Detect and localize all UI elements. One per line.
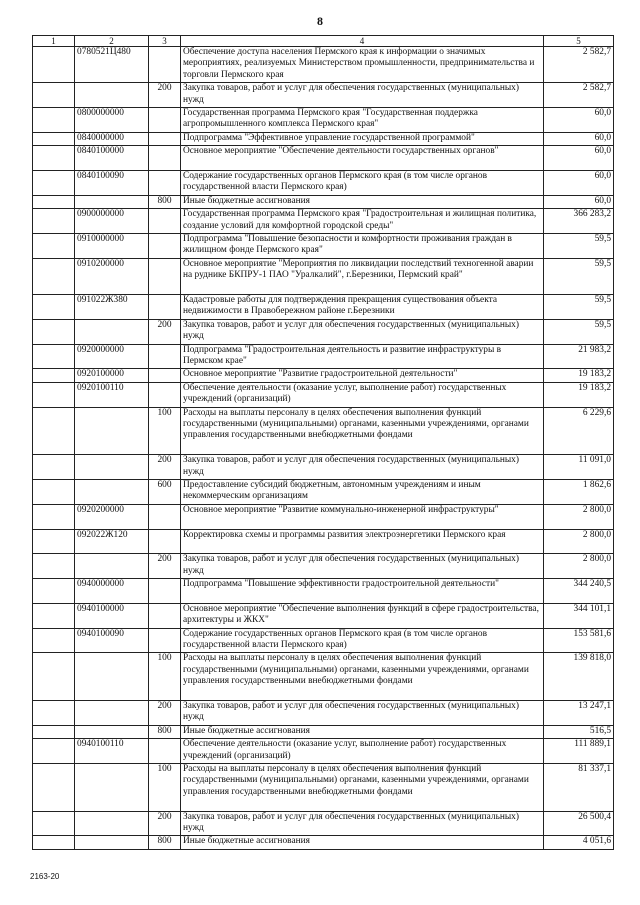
- row-expense-type-cell: 200: [149, 83, 181, 108]
- row-amount-cell: 1 862,6: [544, 479, 614, 504]
- row-expense-type-cell: [149, 739, 181, 764]
- table-row: [33, 132, 614, 145]
- row-expense-type-cell: [149, 170, 181, 195]
- table-row: [33, 529, 614, 554]
- row-name-cell: Содержание государственных органов Пермского края (в том числе органов государственной власти Пермского края): [181, 628, 544, 653]
- table-row: [33, 739, 614, 764]
- row-expense-type-cell: [149, 233, 181, 258]
- row-amount-cell: 59,5: [544, 258, 614, 294]
- row-expense-type-cell: 200: [149, 455, 181, 480]
- row-code-cell: [75, 195, 149, 208]
- row-expense-type-cell: 100: [149, 407, 181, 455]
- row-name-cell: Основное мероприятие "Развитие коммунально-инженерной инфраструктуры": [181, 504, 544, 529]
- table-row: [33, 455, 614, 480]
- row-name-cell: Закупка товаров, работ и услуг для обеспечения государственных (муниципальных) нужд: [181, 319, 544, 344]
- row-code-cell: [75, 725, 149, 738]
- row-expense-type-cell: [149, 294, 181, 319]
- row-blank-cell: [33, 407, 75, 455]
- row-blank-cell: [33, 146, 75, 171]
- row-code-cell: 092022Ж120: [75, 529, 149, 554]
- row-expense-type-cell: [149, 382, 181, 407]
- row-expense-type-cell: 100: [149, 653, 181, 701]
- row-name-cell: Закупка товаров, работ и услуг для обеспечения государственных (муниципальных) нужд: [181, 811, 544, 836]
- row-blank-cell: [33, 132, 75, 145]
- row-name-cell: Иные бюджетные ассигнования: [181, 195, 544, 208]
- row-expense-type-cell: [149, 369, 181, 382]
- row-name-cell: Иные бюджетные ассигнования: [181, 836, 544, 849]
- row-amount-cell: 366 283,2: [544, 209, 614, 234]
- row-name-cell: Обеспечение деятельности (оказание услуг, выполнение работ) государственных учреждений (организаций): [181, 739, 544, 764]
- row-name-cell: Расходы на выплаты персоналу в целях обеспечения выполнения функций государственными (муниципальными) органами, казенными учреждениями, органами управления государственными внебюджетными фондами: [181, 764, 544, 812]
- column-header: 2: [75, 36, 149, 47]
- row-blank-cell: [33, 83, 75, 108]
- table-row: [33, 628, 614, 653]
- row-name-cell: Основное мероприятие "Развитие градостроительной деятельности": [181, 369, 544, 382]
- row-blank-cell: [33, 725, 75, 738]
- table-row: [33, 504, 614, 529]
- row-amount-cell: 19 183,2: [544, 382, 614, 407]
- table-row: [33, 294, 614, 319]
- table-row: [33, 195, 614, 208]
- row-amount-cell: 60,0: [544, 146, 614, 171]
- row-amount-cell: 60,0: [544, 170, 614, 195]
- row-name-cell: Обеспечение доступа населения Пермского края к информации о значимых мероприятиях, реализуемых Министерством промышленности, предпринимательства и торговли Пермского края: [181, 47, 544, 83]
- row-amount-cell: 81 337,1: [544, 764, 614, 812]
- row-blank-cell: [33, 764, 75, 812]
- row-expense-type-cell: 800: [149, 195, 181, 208]
- table-row: [33, 407, 614, 455]
- row-expense-type-cell: [149, 258, 181, 294]
- table-row: [33, 603, 614, 628]
- row-amount-cell: 60,0: [544, 132, 614, 145]
- row-code-cell: [75, 407, 149, 455]
- row-code-cell: [75, 836, 149, 849]
- row-code-cell: [75, 701, 149, 726]
- column-header: 3: [149, 36, 181, 47]
- row-expense-type-cell: 100: [149, 764, 181, 812]
- column-header: 1: [33, 36, 75, 47]
- row-amount-cell: 344 240,5: [544, 579, 614, 604]
- row-blank-cell: [33, 369, 75, 382]
- table-row: [33, 209, 614, 234]
- row-blank-cell: [33, 836, 75, 849]
- row-amount-cell: 4 051,6: [544, 836, 614, 849]
- row-amount-cell: 13 247,1: [544, 701, 614, 726]
- table-row: [33, 764, 614, 812]
- table-row: [33, 319, 614, 344]
- column-header: 5: [544, 36, 614, 47]
- row-expense-type-cell: 200: [149, 319, 181, 344]
- row-amount-cell: 60,0: [544, 107, 614, 132]
- row-blank-cell: [33, 455, 75, 480]
- row-name-cell: Государственная программа Пермского края "Государственная поддержка агропромышленного комплекса Пермского края": [181, 107, 544, 132]
- row-amount-cell: 2 800,0: [544, 529, 614, 554]
- row-amount-cell: 21 983,2: [544, 344, 614, 369]
- row-blank-cell: [33, 170, 75, 195]
- budget-table: [32, 35, 614, 850]
- row-code-cell: 0940100090: [75, 628, 149, 653]
- row-name-cell: Закупка товаров, работ и услуг для обеспечения государственных (муниципальных) нужд: [181, 83, 544, 108]
- row-amount-cell: 59,5: [544, 319, 614, 344]
- row-code-cell: 0910000000: [75, 233, 149, 258]
- table-row: [33, 579, 614, 604]
- row-amount-cell: 2 582,7: [544, 83, 614, 108]
- row-amount-cell: 111 889,1: [544, 739, 614, 764]
- table-row: [33, 369, 614, 382]
- row-expense-type-cell: 800: [149, 725, 181, 738]
- row-blank-cell: [33, 195, 75, 208]
- row-code-cell: 0920100110: [75, 382, 149, 407]
- row-expense-type-cell: 600: [149, 479, 181, 504]
- row-blank-cell: [33, 504, 75, 529]
- row-code-cell: 0840100000: [75, 146, 149, 171]
- row-expense-type-cell: [149, 107, 181, 132]
- row-code-cell: 0920000000: [75, 344, 149, 369]
- table-row: [33, 725, 614, 738]
- row-expense-type-cell: [149, 628, 181, 653]
- row-code-cell: 0780521Ц480: [75, 47, 149, 83]
- row-blank-cell: [33, 258, 75, 294]
- row-name-cell: Закупка товаров, работ и услуг для обеспечения государственных (муниципальных) нужд: [181, 701, 544, 726]
- column-header: 4: [181, 36, 544, 47]
- row-blank-cell: [33, 294, 75, 319]
- row-expense-type-cell: [149, 504, 181, 529]
- table-row: [33, 107, 614, 132]
- row-code-cell: [75, 455, 149, 480]
- row-name-cell: Подпрограмма "Градостроительная деятельность и развитие инфраструктуры в Пермском крае": [181, 344, 544, 369]
- row-expense-type-cell: 800: [149, 836, 181, 849]
- row-blank-cell: [33, 554, 75, 579]
- row-amount-cell: 19 183,2: [544, 369, 614, 382]
- table-row: [33, 811, 614, 836]
- row-blank-cell: [33, 701, 75, 726]
- row-code-cell: [75, 811, 149, 836]
- table-row: [33, 258, 614, 294]
- row-expense-type-cell: [149, 529, 181, 554]
- row-blank-cell: [33, 529, 75, 554]
- row-code-cell: 0940100000: [75, 603, 149, 628]
- row-name-cell: Корректировка схемы и программы развития электроэнергетики Пермского края: [181, 529, 544, 554]
- table-row: [33, 47, 614, 83]
- row-name-cell: Подпрограмма "Эффективное управление государственной программой": [181, 132, 544, 145]
- row-name-cell: Закупка товаров, работ и услуг для обеспечения государственных (муниципальных) нужд: [181, 554, 544, 579]
- table-row: [33, 382, 614, 407]
- row-code-cell: 0910200000: [75, 258, 149, 294]
- row-blank-cell: [33, 319, 75, 344]
- row-name-cell: Обеспечение деятельности (оказание услуг, выполнение работ) государственных учреждений (организаций): [181, 382, 544, 407]
- row-expense-type-cell: 200: [149, 811, 181, 836]
- row-amount-cell: 2 800,0: [544, 554, 614, 579]
- row-code-cell: 0900000000: [75, 209, 149, 234]
- row-name-cell: Расходы на выплаты персоналу в целях обеспечения выполнения функций государственными (муниципальными) органами, казенными учреждениями, органами управления государственными внебюджетными фондами: [181, 653, 544, 701]
- row-amount-cell: 2 800,0: [544, 504, 614, 529]
- row-blank-cell: [33, 628, 75, 653]
- row-amount-cell: 139 818,0: [544, 653, 614, 701]
- row-name-cell: Кадастровые работы для подтверждения прекращения существования объекта недвижимости в Правобережном районе г.Березники: [181, 294, 544, 319]
- table-row: [33, 554, 614, 579]
- row-code-cell: 0940100110: [75, 739, 149, 764]
- row-amount-cell: 26 500,4: [544, 811, 614, 836]
- row-name-cell: Расходы на выплаты персоналу в целях обеспечения выполнения функций государственными (муниципальными) органами, казенными учреждениями, органами управления государственными внебюджетными фондами: [181, 407, 544, 455]
- row-blank-cell: [33, 382, 75, 407]
- row-code-cell: [75, 319, 149, 344]
- row-blank-cell: [33, 811, 75, 836]
- table-row: [33, 170, 614, 195]
- row-amount-cell: 2 582,7: [544, 47, 614, 83]
- row-name-cell: Содержание государственных органов Пермского края (в том числе органов государственной власти Пермского края): [181, 170, 544, 195]
- row-code-cell: [75, 764, 149, 812]
- row-name-cell: Иные бюджетные ассигнования: [181, 725, 544, 738]
- row-amount-cell: 59,5: [544, 233, 614, 258]
- table-row: [33, 83, 614, 108]
- row-expense-type-cell: [149, 47, 181, 83]
- row-code-cell: [75, 554, 149, 579]
- row-blank-cell: [33, 603, 75, 628]
- row-code-cell: 0800000000: [75, 107, 149, 132]
- row-name-cell: Основное мероприятие "Обеспечение выполнения функций в сфере градостроительства, архитектуры и ЖКХ": [181, 603, 544, 628]
- row-amount-cell: 59,5: [544, 294, 614, 319]
- row-expense-type-cell: [149, 146, 181, 171]
- row-amount-cell: 153 581,6: [544, 628, 614, 653]
- row-name-cell: Предоставление субсидий бюджетным, автономным учреждениям и иным некоммерческим организациям: [181, 479, 544, 504]
- row-blank-cell: [33, 344, 75, 369]
- row-blank-cell: [33, 739, 75, 764]
- table-header-row: [33, 36, 614, 47]
- table-body: [33, 47, 614, 850]
- row-name-cell: Основное мероприятие "Обеспечение деятельности государственных органов": [181, 146, 544, 171]
- table-row: [33, 653, 614, 701]
- row-name-cell: Подпрограмма "Повышение эффективности градостроительной деятельности": [181, 579, 544, 604]
- row-code-cell: [75, 479, 149, 504]
- table-row: [33, 701, 614, 726]
- row-blank-cell: [33, 653, 75, 701]
- row-code-cell: 0920200000: [75, 504, 149, 529]
- table-row: [33, 146, 614, 171]
- page-number: 8: [317, 14, 323, 28]
- row-blank-cell: [33, 209, 75, 234]
- row-code-cell: 0840000000: [75, 132, 149, 145]
- row-amount-cell: 60,0: [544, 195, 614, 208]
- row-code-cell: [75, 83, 149, 108]
- row-amount-cell: 344 101,1: [544, 603, 614, 628]
- row-blank-cell: [33, 233, 75, 258]
- row-amount-cell: 516,5: [544, 725, 614, 738]
- row-blank-cell: [33, 107, 75, 132]
- row-name-cell: Государственная программа Пермского края "Градостроительная и жилищная политика, создание условий для комфортной городской среды": [181, 209, 544, 234]
- row-expense-type-cell: [149, 603, 181, 628]
- row-blank-cell: [33, 479, 75, 504]
- row-code-cell: 0920100000: [75, 369, 149, 382]
- row-expense-type-cell: [149, 579, 181, 604]
- row-code-cell: 091022Ж380: [75, 294, 149, 319]
- row-expense-type-cell: [149, 132, 181, 145]
- row-expense-type-cell: 200: [149, 701, 181, 726]
- row-expense-type-cell: [149, 344, 181, 369]
- row-blank-cell: [33, 47, 75, 83]
- row-name-cell: Основное мероприятие "Мероприятия по ликвидации последствий техногенной аварии на руднике БКПРУ-1 ПАО "Уралкалий", г.Березники, Пермский край": [181, 258, 544, 294]
- row-blank-cell: [33, 579, 75, 604]
- row-name-cell: Закупка товаров, работ и услуг для обеспечения государственных (муниципальных) нужд: [181, 455, 544, 480]
- row-code-cell: [75, 653, 149, 701]
- document-footer-code: 2163-20: [30, 872, 60, 881]
- row-code-cell: 0840100090: [75, 170, 149, 195]
- table-row: [33, 344, 614, 369]
- table-row: [33, 836, 614, 849]
- table-row: [33, 479, 614, 504]
- row-name-cell: Подпрограмма "Повышение безопасности и комфортности проживания граждан в жилищном фонде Пермского края": [181, 233, 544, 258]
- row-expense-type-cell: 200: [149, 554, 181, 579]
- row-amount-cell: 6 229,6: [544, 407, 614, 455]
- table-row: [33, 233, 614, 258]
- row-amount-cell: 11 091,0: [544, 455, 614, 480]
- row-expense-type-cell: [149, 209, 181, 234]
- row-code-cell: 0940000000: [75, 579, 149, 604]
